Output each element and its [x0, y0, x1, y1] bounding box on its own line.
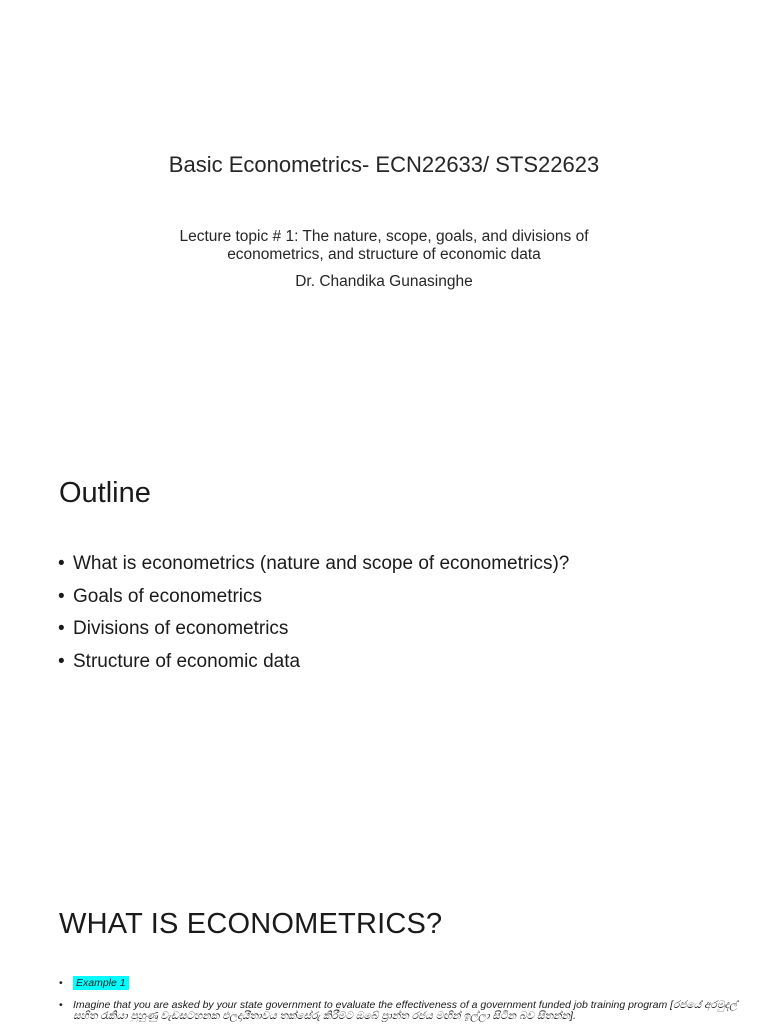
- example-text-item: [59, 1000, 739, 1022]
- example-label: Example 1: [73, 976, 129, 990]
- outline-heading: Outline: [59, 477, 151, 509]
- outline-bullet: [58, 581, 569, 614]
- example-list: [59, 978, 739, 1022]
- bullet-icon: •: [58, 553, 65, 574]
- bullet-icon: •: [59, 977, 63, 989]
- outline-bullet-text: What is econometrics (nature and scope of econometrics)?: [73, 553, 570, 574]
- outline-bullet-text: Divisions of econometrics: [73, 618, 289, 639]
- econometrics-heading: WHAT IS ECONOMETRICS?: [59, 908, 443, 940]
- outline-slide: [0, 432, 768, 864]
- lecture-topic: [134, 228, 634, 264]
- bullet-icon: •: [58, 650, 65, 672]
- outline-bullet: [58, 548, 569, 581]
- outline-bullet-text: Goals of econometrics: [73, 585, 263, 607]
- bullet-icon: •: [59, 999, 63, 1011]
- author-name: Dr. Chandika Gunasinghe: [295, 273, 473, 290]
- outline-bullet-text: Structure of economic data: [73, 650, 301, 672]
- lecture-topic-line-2: econometrics, and structure of economic data: [227, 246, 541, 263]
- lecture-topic-line-1: Lecture topic # 1: The nature, scope, goals, and divisions of: [179, 228, 589, 245]
- bullet-icon: •: [58, 618, 65, 639]
- econometrics-slide: [0, 864, 768, 1024]
- example-label-item: [59, 978, 739, 989]
- outline-bullet-list: [58, 548, 569, 678]
- example-text: Imagine that you are asked by your state government to evaluate the effectiveness of a government funded job training program [රජයේ අරමුදල් සහිත රැකියා පුහුණු වැඩසටහනක ඵලදායීතාවය තක්සේරු කිරීමට ඔබේ ප්‍රාන්ත රජය මඟින් ඉල්ලා සිටින බව සිතන්න].: [73, 1000, 738, 1022]
- course-title: Basic Econometrics- ECN22633/ STS22623: [168, 152, 600, 177]
- outline-bullet: [58, 646, 569, 679]
- title-slide: [0, 0, 768, 432]
- outline-bullet: [58, 613, 569, 646]
- bullet-icon: •: [58, 585, 65, 607]
